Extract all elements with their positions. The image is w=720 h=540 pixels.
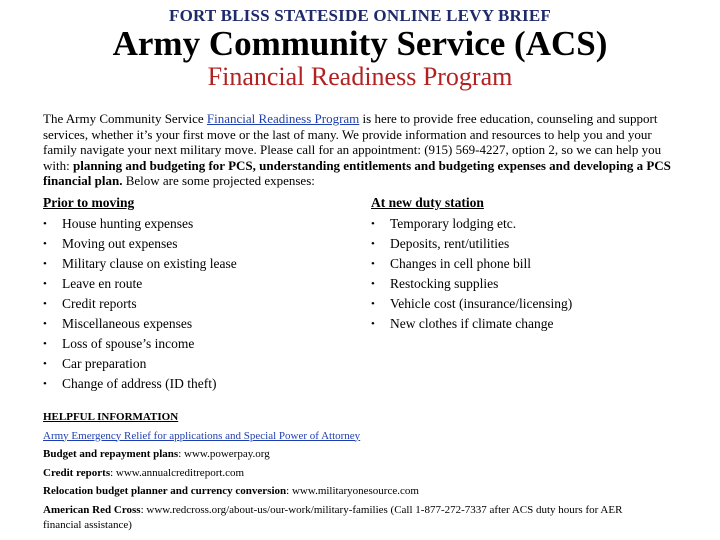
prior-to-moving-item: • Military clause on existing lease bbox=[43, 254, 237, 274]
redcross-continuation: financial assistance) bbox=[43, 519, 132, 531]
prior-to-moving-item: • Moving out expenses bbox=[43, 234, 237, 254]
relocation-value: : www.militaryonesource.com bbox=[286, 485, 419, 497]
intro-text-2: is here to provide free education, counseling and support services, whether it’s your first move or the last of many. We provide information and resources to help you and your family navigate your next military move. Please call for an appointment: (915) 569-4227, option 2, so we can help you with: bbox=[43, 111, 662, 173]
prior-to-moving-item: • Credit reports bbox=[43, 294, 237, 314]
prior-to-moving-item: • Change of address (ID theft) bbox=[43, 374, 237, 394]
prior-to-moving-item: • Leave en route bbox=[43, 274, 237, 294]
budget-label: Budget and repayment plans bbox=[43, 448, 179, 460]
prior-to-moving-heading: Prior to moving bbox=[43, 195, 135, 210]
intro-text-1: The Army Community Service bbox=[43, 111, 207, 126]
relocation-label: Relocation budget planner and currency conversion bbox=[43, 485, 287, 497]
new-duty-station-item: • New clothes if climate change bbox=[371, 314, 572, 334]
intro-bold-text: planning and budgeting for PCS, understanding entitlements and budgeting expenses and developing a PCS financial plan. bbox=[43, 157, 671, 188]
prior-to-moving-item: • Car preparation bbox=[43, 354, 237, 374]
credit-line bbox=[43, 464, 693, 483]
redcross-line bbox=[43, 501, 693, 520]
new-duty-station-item: • Changes in cell phone bill bbox=[371, 254, 572, 274]
brief-title: FORT BLISS STATESIDE ONLINE LEVY BRIEF bbox=[169, 6, 551, 25]
new-duty-station-heading: At new duty station bbox=[371, 195, 484, 210]
prior-to-moving-list bbox=[43, 214, 237, 394]
intro-text-3: Below are some projected expenses: bbox=[122, 173, 315, 188]
helpful-title: HELPFUL INFORMATION bbox=[43, 411, 179, 423]
prior-to-moving-item: • House hunting expenses bbox=[43, 214, 237, 234]
new-duty-station-list bbox=[371, 214, 572, 334]
budget-value: : www.powerpay.org bbox=[178, 448, 270, 460]
program-subtitle: Financial Readiness Program bbox=[207, 62, 513, 91]
aer-link[interactable]: Army Emergency Relief for applications and Special Power of Attorney bbox=[43, 429, 361, 442]
prior-to-moving-item: • Loss of spouse’s income bbox=[43, 334, 237, 354]
new-duty-station-item: • Restocking supplies bbox=[371, 274, 572, 294]
new-duty-station-item: • Vehicle cost (insurance/licensing) bbox=[371, 294, 572, 314]
credit-value: : www.annualcreditreport.com bbox=[110, 466, 245, 479]
redcross-value: : www.redcross.org/about-us/our-work/military-families (Call 1-877-272-7337 after ACS duty hours for AER bbox=[140, 503, 623, 516]
budget-line bbox=[43, 445, 693, 464]
prior-to-moving-item: • Miscellaneous expenses bbox=[43, 314, 237, 334]
credit-label: Credit reports bbox=[43, 466, 111, 479]
redcross-label: American Red Cross bbox=[43, 503, 141, 516]
helpful-information bbox=[43, 408, 693, 530]
financial-readiness-link[interactable]: Financial Readiness Program bbox=[206, 111, 360, 126]
relocation-line bbox=[43, 482, 693, 501]
new-duty-station-item: • Temporary lodging etc. bbox=[371, 214, 572, 234]
intro-paragraph bbox=[43, 111, 683, 189]
new-duty-station-item: • Deposits, rent/utilities bbox=[371, 234, 572, 254]
page-title: Army Community Service (ACS) bbox=[112, 24, 608, 63]
